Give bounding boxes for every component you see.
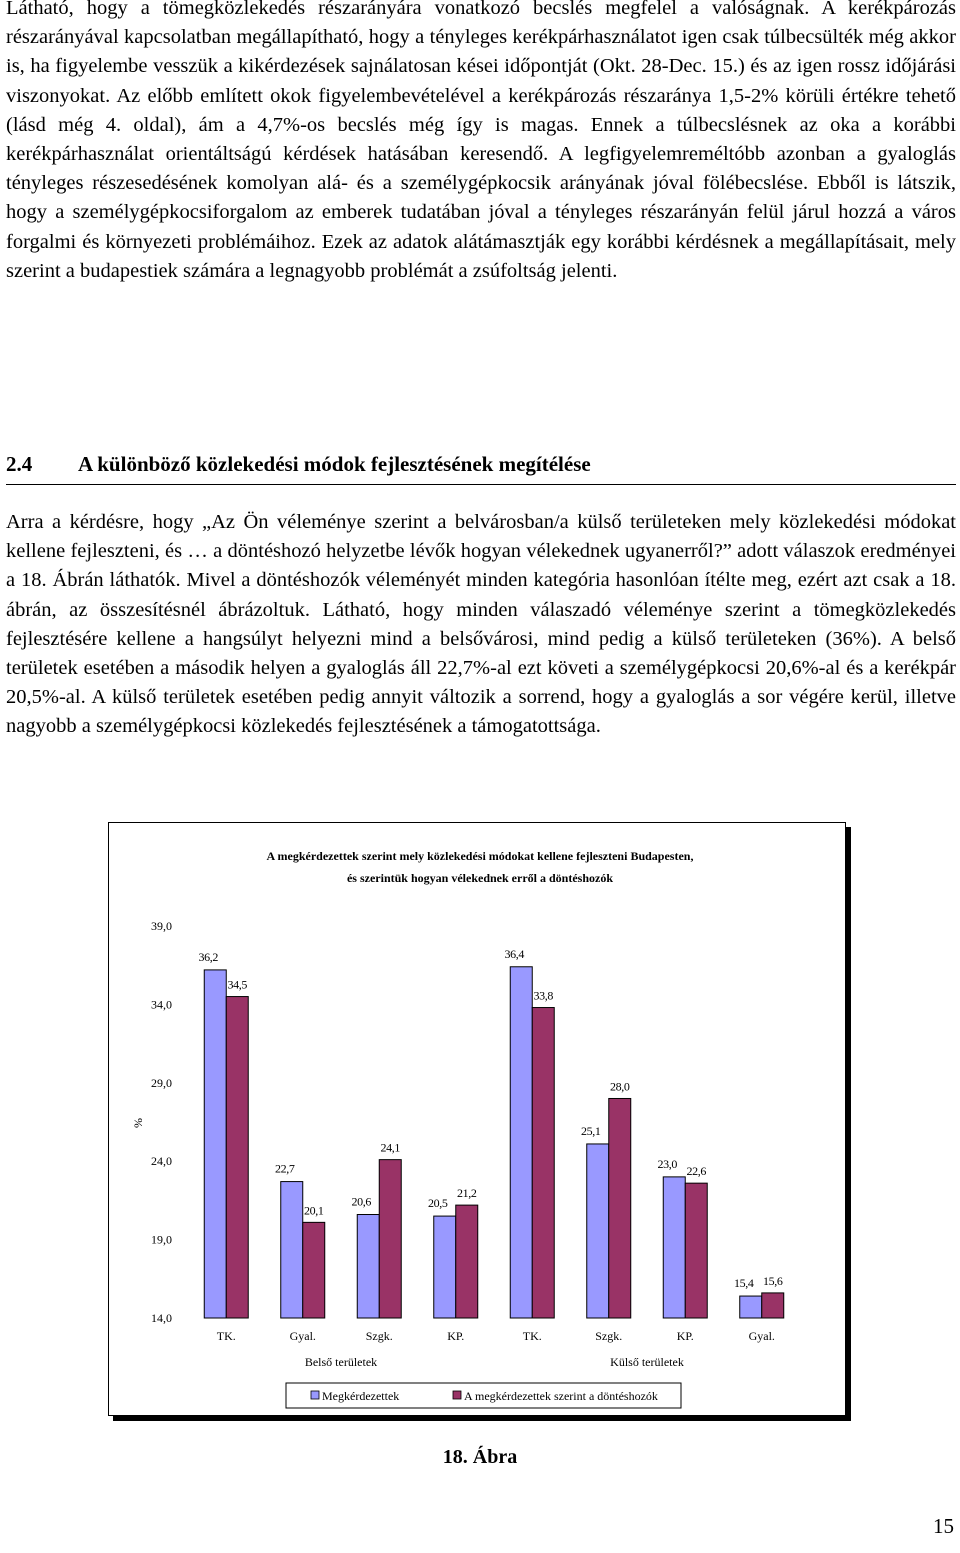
bar-value-label: 23,0 (657, 1156, 677, 1171)
bar (281, 1182, 303, 1318)
bar (204, 970, 226, 1318)
bar (456, 1205, 478, 1318)
bar-value-label: 22,7 (275, 1161, 295, 1176)
bar-value-label: 21,2 (457, 1186, 477, 1201)
bar (609, 1098, 631, 1318)
x-tick-label: KP. (447, 1329, 465, 1343)
legend-swatch-respondents (311, 1391, 319, 1399)
bar (510, 967, 532, 1318)
figure-caption: 18. Ábra (442, 1446, 518, 1468)
x-tick-label: TK. (522, 1329, 542, 1343)
bar-value-label: 15,6 (763, 1273, 783, 1288)
bar (740, 1296, 762, 1318)
bar-value-label: 25,1 (581, 1123, 601, 1138)
bar (663, 1177, 685, 1318)
bar (587, 1144, 609, 1318)
y-tick-label: 34,0 (151, 997, 172, 1012)
y-tick-label: 39,0 (151, 919, 172, 933)
bar (762, 1293, 784, 1318)
x-tick-label: Gyal. (748, 1329, 775, 1343)
bar-value-label: 36,4 (504, 946, 524, 961)
body-paragraph-1: Látható, hogy a tömegközlekedés részarányára vonatkozó becslés megfelel a valóságnak. A kerékpározás részarányával kapcsolatban megállapítható, hogy a tényleges kerékpárhasználatot igen csak túlbecsülték még akkor is, ha figyelembe vesszük a kikérdezések sajnálatosan kései időpontját (Okt. 28-Dec. 15.) és az igen rossz időjárási viszonyokat. Az előbb említett okok figyelembevételével a kerékpározás részaránya 1,5-2% körüli értékre tehető (lásd még 4. oldal), ám a 4,7%-os becslés még így is magas. Ennek a túlbecslésnek az oka a korábbi kerékpárhasználat orientáltságú kérdések hatásában keresendő. A legfigyelemreméltóbb azonban a gyaloglás tényleges részesedésének komolyan alá- és a személygépkocsik arányának jóval fölébecslése. Ebből is látszik, hogy a személygépkocsiforgalom az emberek tudatában jóval a tényleges részarányán felül járul hozzá a város forgalmi és környezeti problémáihoz. Ezek az adatok alátámasztják egy korábbi kérdésnek a megállapításait, mely szerint a budapestiek számára a legnagyobb problémát a zsúfoltság jelenti. (6, 0, 956, 282)
x-group-label: Külső területek (610, 1355, 684, 1369)
bar (532, 1008, 554, 1318)
bar-value-label: 20,1 (304, 1203, 324, 1218)
bar-value-label: 15,4 (734, 1276, 754, 1291)
bar (685, 1183, 707, 1318)
figure-18 (108, 822, 852, 1422)
y-tick-label: 29,0 (151, 1075, 172, 1090)
bar (357, 1215, 379, 1318)
bar-chart (108, 822, 852, 1422)
x-tick-label: TK. (216, 1329, 236, 1343)
body-paragraph-2: Arra a kérdésre, hogy „Az Ön véleménye szerint a belvárosban/a külső területeken mely közlekedési módokat kellene fejleszteni, és … a döntéshozó helyzetbe lévők hogyan vélekednek ugyanerről?” adott válaszok eredményei a 18. Ábrán láthatók. Mivel a döntéshozók véleményét minden kategória hasonlóan ítélte meg, ezért azt csak a 18. ábrán, az összesítésnél ábrázoltuk. Látható, hogy minden válaszadó véleménye szerint a tömegközlekedés fejlesztésére kellene a hangsúlyt helyezni mind a belsővárosi, mind pedig a külső területeken (36%). A belső területek esetében a második helyen a gyaloglás áll 22,7%-al ezt követi a személygépkocsi 20,6%-al és a kerékpár 20,5%-al. A külső területek esetében pedig annyit változik a sorrend, hogy a gyaloglás a sor végére kerül, illetve nagyobb a személygépkocsi közlekedés fejlesztésének a támogatottsága. (6, 511, 956, 738)
legend (286, 1383, 681, 1408)
section-title: A különböző közlekedési módok fejlesztésének megítélése (78, 452, 591, 476)
section-number: 2.4 (6, 452, 33, 476)
x-tick-label: Szgk. (365, 1329, 393, 1343)
y-tick-label: 24,0 (151, 1154, 172, 1169)
bar-value-label: 24,1 (380, 1140, 400, 1155)
page-number: 15 (933, 1514, 954, 1538)
x-group-label: Belső területek (304, 1355, 378, 1369)
bar (303, 1222, 325, 1318)
bar-value-label: 36,2 (198, 949, 218, 964)
y-tick-label: 19,0 (151, 1232, 172, 1247)
x-tick-label: Szgk. (595, 1329, 623, 1343)
legend-label-respondents: Megkérdezettek (322, 1389, 400, 1403)
bar-value-label: 33,8 (533, 988, 553, 1003)
bar-value-label: 20,6 (351, 1194, 371, 1209)
legend-label-decision-makers: A megkérdezettek szerint a döntéshozók (464, 1389, 658, 1403)
y-axis-label: % (131, 1118, 145, 1128)
bar (434, 1216, 456, 1318)
bar (226, 997, 248, 1318)
bar-value-label: 34,5 (227, 977, 247, 992)
bar (379, 1160, 401, 1318)
bar-value-label: 20,5 (428, 1196, 448, 1211)
chart-title-line-2: és szerintük hogyan vélekednek erről a döntéshozók (346, 871, 614, 885)
x-tick-label: Gyal. (289, 1329, 316, 1343)
legend-swatch-decision-makers (453, 1391, 461, 1399)
chart-title-line-1: A megkérdezettek szerint mely közlekedési módokat kellene fejleszteni Budapesten, (266, 849, 694, 863)
bar-value-label: 22,6 (686, 1164, 706, 1179)
section-heading (6, 452, 956, 477)
heading-underline (6, 484, 956, 485)
x-tick-label: KP. (676, 1329, 694, 1343)
bar-value-label: 28,0 (610, 1079, 630, 1094)
y-tick-label: 14,0 (151, 1311, 172, 1325)
